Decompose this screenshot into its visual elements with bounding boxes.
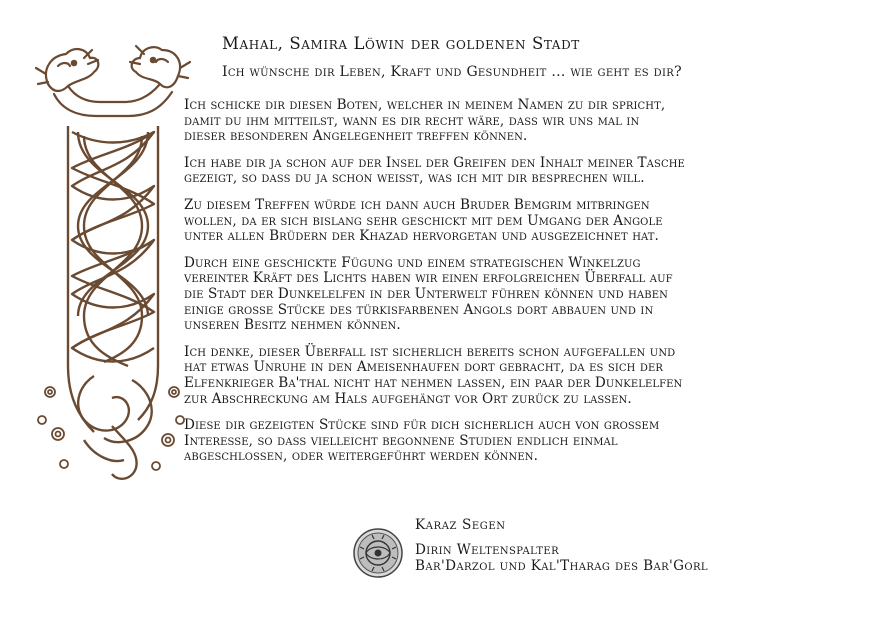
text-line: wollen, da er sich bislang sehr geschickt mit dem Umgang der Angole	[184, 212, 663, 229]
celtic-knot-dragon-icon	[28, 36, 198, 488]
text-line: Elfenkrieger Ba'thal nicht hat nehmen lassen, ein paar der Dunkelelfen	[184, 374, 683, 391]
signature-house: Bar'Darzol und Kal'Tharag des Bar'Gorl	[415, 557, 708, 574]
paragraph-1	[184, 98, 874, 145]
letter-closing: Karaz Segen	[415, 517, 506, 533]
text-line: zur Abschreckung am Hals aufgehängt vor Ort zurück zu lassen.	[184, 390, 632, 407]
letter-greeting: Ich wünsche dir Leben, Kraft und Gesundheit ... wie geht es dir?	[222, 64, 682, 80]
paragraph-5	[184, 345, 874, 407]
text-line: unter allen Brüdern der Khazad hervorgetan und ausgezeichnet hat.	[184, 228, 659, 245]
letter-title: Mahal, Samira Löwin der goldenen Stadt	[222, 34, 580, 53]
paragraph-6	[184, 418, 874, 465]
text-line: unseren Besitz nehmen können.	[184, 317, 401, 334]
text-line: die Stadt der Dunkelelfen in der Unterwelt führen können und haben	[184, 285, 668, 302]
text-line: damit du ihm mitteilst, wann es dir recht wäre, dass wir uns mal in	[184, 112, 640, 129]
text-line: hat etwas Unruhe in den Ameisenhaufen dort gebracht, da es sich der	[184, 359, 664, 376]
signature-name: Dirin Weltenspalter	[415, 542, 560, 558]
text-line: Diese dir gezeigten Stücke sind für dich sicherlich auch von großem	[184, 417, 660, 434]
paragraph-3	[184, 198, 874, 245]
text-line: Ich schicke dir diesen Boten, welcher in meinem Namen zu dir spricht,	[184, 97, 666, 113]
text-line: gezeigt, so dass du ja schon weißt, was ich mit dir besprechen will.	[184, 170, 645, 187]
text-line: vereinter Kräft des Lichts haben wir einen erfolgreichen Überfall auf	[184, 270, 673, 287]
text-line: einige große Stücke des türkisfarbenen Angols dort abbauen und in	[184, 301, 654, 318]
text-line: Durch eine geschickte Fügung und einem strategischen Winkelzug	[184, 254, 641, 271]
letter-signature	[415, 543, 708, 574]
paragraph-4	[184, 256, 874, 334]
letter-body	[184, 98, 874, 476]
text-line: Ich denke, dieser Überfall ist sicherlich bereits schon aufgefallen und	[184, 343, 676, 360]
paragraph-2	[184, 156, 874, 187]
text-line: Zu diesem Treffen würde ich dann auch Bruder Bemgrim mitbringen	[184, 196, 650, 213]
text-line: Ich habe dir ja schon auf der Insel der Greifen den Inhalt meiner Tasche	[184, 154, 685, 171]
text-line: dieser besonderen Angelegenheit treffen können.	[184, 128, 528, 145]
text-line: Interesse, so dass vielleicht begonnene Studien endlich einmal	[184, 432, 618, 449]
round-seal-icon	[352, 527, 404, 579]
text-line: abgeschlossen, oder weitergeführt werden können.	[184, 448, 539, 465]
